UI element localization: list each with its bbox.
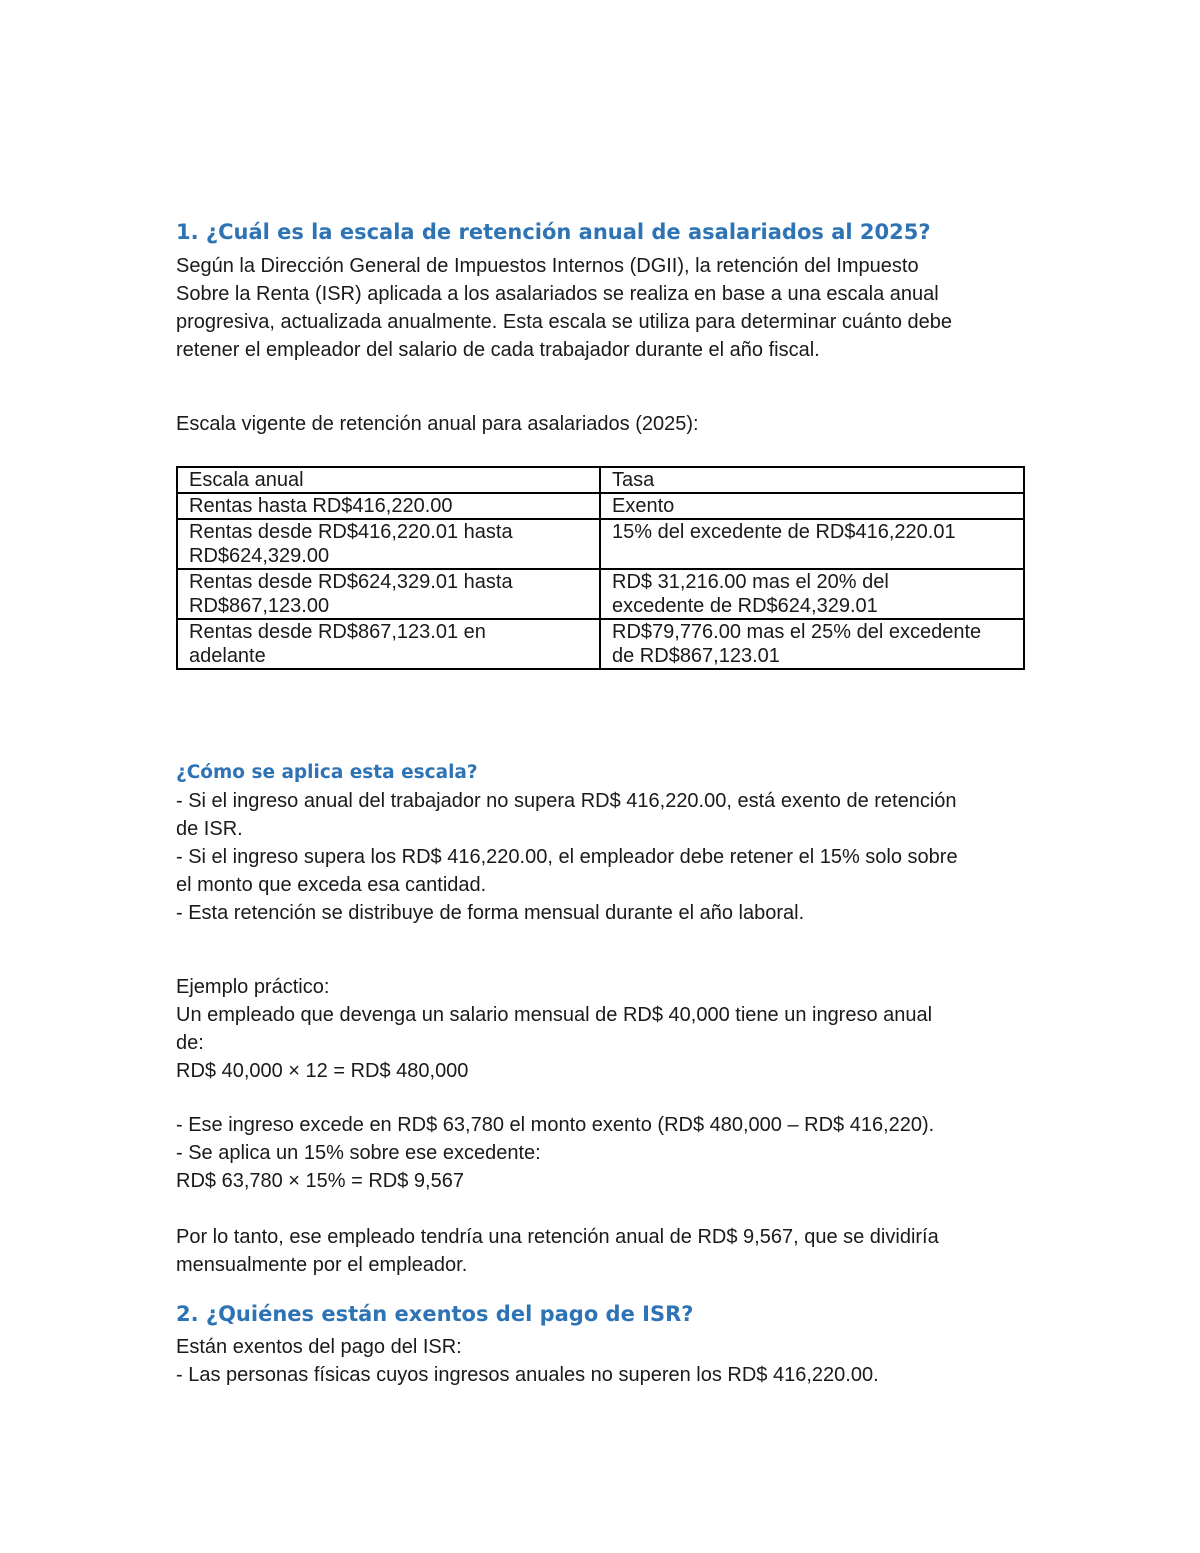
cell-line: Rentas desde RD$867,123.01 en [189, 621, 486, 643]
cell-tasa [600, 519, 1024, 569]
apply-line: - Esta retención se distribuye de forma mensual durante el año laboral. [176, 902, 805, 924]
retention-scale-table [176, 466, 1025, 670]
section2-body [176, 1333, 1036, 1389]
example-conclusion [176, 1223, 1036, 1279]
conclusion-line: Por lo tanto, ese empleado tendría una retención anual de RD$ 9,567, que se dividiría [176, 1226, 939, 1248]
cell-escala [177, 619, 600, 669]
table-row [177, 619, 1024, 669]
table-caption: Escala vigente de retención anual para asalariados (2025): [176, 413, 699, 435]
section2-heading: 2. ¿Quiénes están exentos del pago de ISR? [176, 1302, 694, 1326]
intro-line: progresiva, actualizada anualmente. Esta escala se utiliza para determinar cuánto debe [176, 311, 953, 333]
intro-line: Según la Dirección General de Impuestos Internos (DGII), la retención del Impuesto [176, 255, 919, 277]
example-line: Un empleado que devenga un salario mensual de RD$ 40,000 tiene un ingreso anual [176, 1004, 933, 1026]
cell-escala [177, 493, 600, 519]
apply-line: de ISR. [176, 818, 243, 840]
calc-line: - Se aplica un 15% sobre ese excedente: [176, 1142, 541, 1164]
cell-line: Rentas desde RD$624,329.01 hasta [189, 571, 513, 593]
cell-tasa [600, 619, 1024, 669]
apply-line: - Si el ingreso supera los RD$ 416,220.00, el empleador debe retener el 15% solo sobre [176, 846, 958, 868]
apply-line: - Si el ingreso anual del trabajador no supera RD$ 416,220.00, está exento de retención [176, 790, 957, 812]
conclusion-line: mensualmente por el empleador. [176, 1254, 468, 1276]
cell-line: 15% del excedente de RD$416,220.01 [612, 521, 956, 543]
section2-line: - Las personas físicas cuyos ingresos anuales no superen los RD$ 416,220.00. [176, 1364, 879, 1386]
table-row [177, 519, 1024, 569]
section1-intro [176, 252, 1036, 364]
example-line: RD$ 40,000 × 12 = RD$ 480,000 [176, 1060, 469, 1082]
calc-line: RD$ 63,780 × 15% = RD$ 9,567 [176, 1170, 464, 1192]
intro-line: Sobre la Renta (ISR) aplicada a los asalariados se realiza en base a una escala anual [176, 283, 939, 305]
apply-list [176, 787, 1036, 927]
apply-heading: ¿Cómo se aplica esta escala? [176, 762, 478, 783]
cell-line: adelante [189, 645, 266, 667]
header-escala: Escala anual [177, 467, 600, 493]
cell-line: RD$867,123.00 [189, 595, 330, 617]
example-line: de: [176, 1032, 204, 1054]
cell-escala [177, 569, 600, 619]
cell-escala [177, 519, 600, 569]
calc-line: - Ese ingreso excede en RD$ 63,780 el monto exento (RD$ 480,000 – RD$ 416,220). [176, 1114, 935, 1136]
header-tasa: Tasa [600, 467, 1024, 493]
apply-line: el monto que exceda esa cantidad. [176, 874, 487, 896]
cell-line: RD$624,329.00 [189, 545, 330, 567]
table-header-row [177, 467, 1024, 493]
intro-line: retener el empleador del salario de cada trabajador durante el año fiscal. [176, 339, 820, 361]
cell-line: RD$79,776.00 mas el 25% del excedente [612, 621, 982, 643]
cell-line: Rentas desde RD$416,220.01 hasta [189, 521, 513, 543]
cell-line: de RD$867,123.01 [612, 645, 780, 667]
section1-heading: 1. ¿Cuál es la escala de retención anual de asalariados al 2025? [176, 220, 931, 244]
cell-line: Exento [612, 495, 675, 517]
cell-line: excedente de RD$624,329.01 [612, 595, 878, 617]
example-title: Ejemplo práctico: [176, 976, 330, 998]
section2-line: Están exentos del pago del ISR: [176, 1336, 462, 1358]
cell-line: RD$ 31,216.00 mas el 20% del [612, 571, 889, 593]
table-row [177, 569, 1024, 619]
example-intro [176, 1001, 1036, 1085]
table-row [177, 493, 1024, 519]
example-calculation [176, 1111, 1036, 1195]
cell-line: Rentas hasta RD$416,220.00 [189, 495, 453, 517]
cell-tasa [600, 569, 1024, 619]
cell-tasa [600, 493, 1024, 519]
